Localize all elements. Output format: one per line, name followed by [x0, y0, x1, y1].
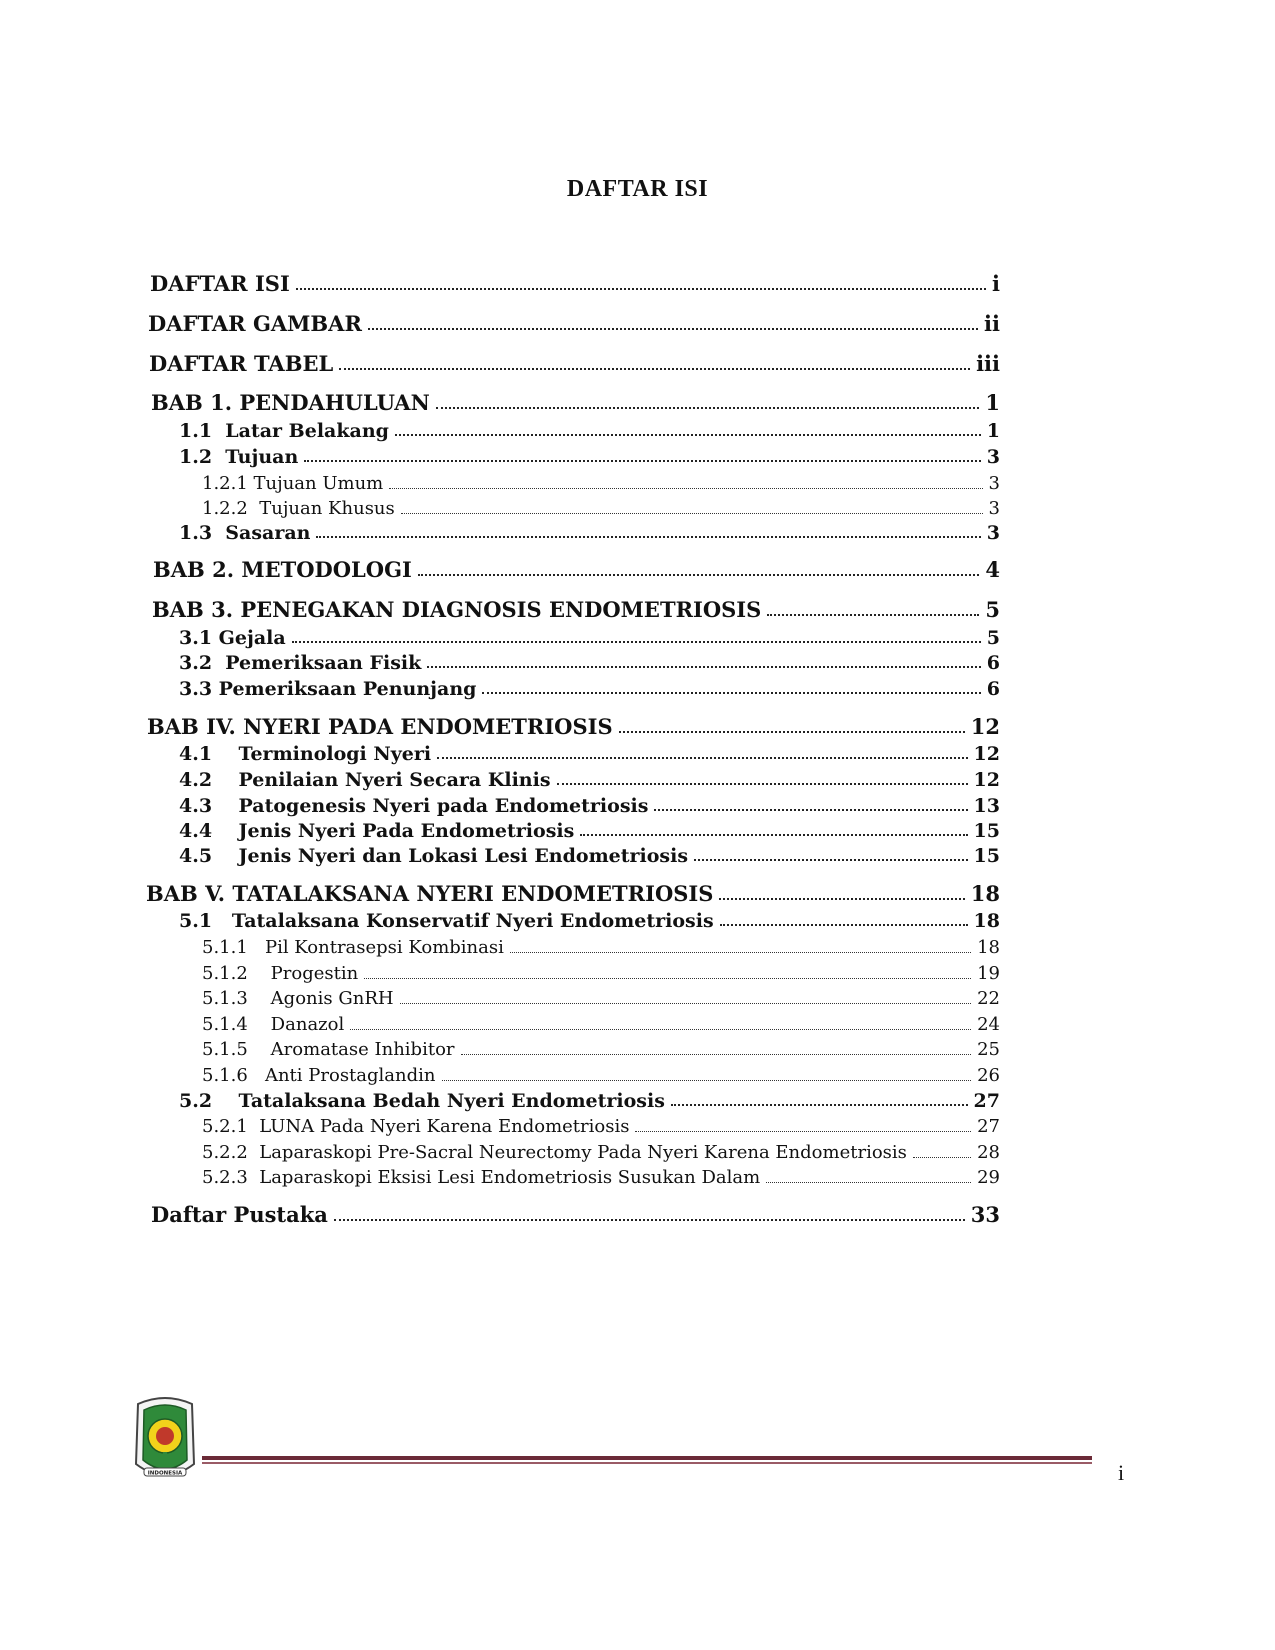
toc-entry[interactable]	[146, 880, 1000, 906]
toc-entry-title: BAB V. TATALAKSANA NYERI ENDOMETRIOSIS	[146, 881, 714, 906]
toc-entry-page: ii	[984, 311, 1000, 336]
toc-entry-page: 28	[977, 1142, 1000, 1163]
toc-entry-title: 5.1 Tatalaksana Konservatif Nyeri Endometriosis	[179, 910, 714, 932]
toc-dot-leader	[339, 368, 970, 370]
toc-entry-page: 19	[977, 963, 1000, 984]
toc-dot-leader	[913, 1157, 971, 1158]
toc-dot-leader	[400, 1003, 972, 1004]
toc-entry-page: iii	[976, 351, 1000, 376]
toc-dot-leader	[767, 614, 979, 616]
toc-entry[interactable]	[179, 739, 1000, 765]
toc-dot-leader	[766, 1182, 971, 1183]
toc-entry-page: 12	[970, 714, 1000, 739]
toc-dot-leader	[635, 1131, 971, 1132]
toc-entry-page: 12	[973, 769, 1000, 791]
page-title: DAFTAR ISI	[566, 176, 709, 202]
toc-entry-page: 18	[977, 937, 1000, 958]
toc-entry[interactable]	[202, 1009, 1000, 1035]
toc-entry-page: 3	[988, 473, 1000, 494]
toc-entry-title: DAFTAR TABEL	[149, 351, 334, 376]
toc-entry-title: 5.1.1 Pil Kontrasepsi Kombinasi	[202, 937, 504, 958]
toc-entry-page: i	[992, 271, 1000, 296]
toc-entry[interactable]	[179, 816, 1000, 842]
logo-text: INDONESIA	[147, 1470, 183, 1477]
toc-entry[interactable]	[202, 1060, 1000, 1086]
toc-entry-page: 3	[988, 498, 1000, 519]
toc-entry-page: 24	[977, 1014, 1000, 1035]
toc-entry-title: BAB IV. NYERI PADA ENDOMETRIOSIS	[147, 714, 613, 739]
toc-entry-title: 3.2 Pemeriksaan Fisik	[179, 652, 422, 674]
toc-entry[interactable]	[179, 765, 1000, 791]
toc-dot-leader	[418, 574, 980, 576]
toc-entry-page: 27	[977, 1116, 1000, 1137]
toc-entry[interactable]	[202, 1034, 1000, 1060]
toc-dot-leader	[389, 488, 982, 489]
toc-entry-title: BAB 2. METODOLOGI	[153, 557, 412, 582]
toc-dot-leader	[719, 898, 964, 900]
toc-entry[interactable]	[149, 350, 1000, 376]
toc-entry-page: 13	[973, 795, 1000, 817]
toc-dot-leader	[510, 952, 971, 953]
toc-entry[interactable]	[202, 1111, 1000, 1137]
toc-entry-title: 4.2 Penilaian Nyeri Secara Klinis	[179, 769, 551, 791]
toc-dot-leader	[364, 978, 971, 979]
toc-entry-page: 3	[986, 522, 1000, 544]
toc-dot-leader	[694, 859, 967, 861]
toc-dot-leader	[395, 434, 981, 436]
toc-entry[interactable]	[179, 906, 1000, 932]
toc-entry-page: 25	[977, 1039, 1000, 1060]
toc-entry[interactable]	[179, 416, 1000, 442]
toc-entry-page: 5	[986, 627, 1000, 649]
toc-entry-page: 6	[986, 678, 1000, 700]
toc-dot-leader	[296, 288, 986, 290]
toc-dot-leader	[557, 783, 968, 785]
toc-entry[interactable]	[179, 674, 1000, 700]
toc-entry-page: 22	[977, 988, 1000, 1009]
toc-dot-leader	[334, 1219, 965, 1221]
toc-entry-page: 15	[973, 820, 1000, 842]
toc-entry-page: 4	[985, 557, 1000, 582]
toc-entry-title: 5.2.1 LUNA Pada Nyeri Karena Endometriosis	[202, 1116, 630, 1137]
toc-entry[interactable]	[179, 1086, 1000, 1112]
toc-entry[interactable]	[179, 623, 1000, 649]
toc-entry[interactable]	[202, 1137, 1000, 1163]
toc-entry-title: 5.2.3 Laparaskopi Eksisi Lesi Endometriosis Susukan Dalam	[202, 1167, 761, 1188]
toc-entry[interactable]	[202, 983, 1000, 1009]
toc-dot-leader	[442, 1080, 972, 1081]
toc-entry-page: 6	[986, 652, 1000, 674]
toc-entry-page: 1	[986, 420, 1000, 442]
toc-entry-title: 4.4 Jenis Nyeri Pada Endometriosis	[179, 820, 575, 842]
toc-entry-title: 1.3 Sasaran	[179, 522, 311, 544]
toc-entry-page: 29	[977, 1167, 1000, 1188]
toc-entry-title: 3.3 Pemeriksaan Penunjang	[179, 678, 477, 700]
toc-entry-page: 18	[970, 881, 1000, 906]
toc-entry-title: 5.1.5 Aromatase Inhibitor	[202, 1039, 455, 1060]
toc-dot-leader	[671, 1104, 968, 1106]
toc-dot-leader	[482, 692, 980, 694]
toc-entry[interactable]	[152, 596, 1000, 622]
toc-entry[interactable]	[202, 958, 1000, 984]
toc-entry-title: 5.1.6 Anti Prostaglandin	[202, 1065, 436, 1086]
toc-entry-title: 4.1 Terminologi Nyeri	[179, 743, 432, 765]
toc-dot-leader	[580, 834, 967, 836]
toc-entry-title: BAB 1. PENDAHULUAN	[151, 390, 430, 415]
toc-dot-leader	[427, 666, 980, 668]
toc-entry-title: 4.3 Patogenesis Nyeri pada Endometriosis	[179, 795, 649, 817]
toc-entry-title: 1.2.2 Tujuan Khusus	[202, 498, 395, 519]
toc-entry-title: 1.2.1 Tujuan Umum	[202, 473, 384, 494]
toc-entry-page: 33	[970, 1202, 1000, 1227]
toc-entry-page: 1	[985, 390, 1000, 415]
toc-entry[interactable]	[179, 518, 1000, 544]
toc-entry-page: 15	[973, 845, 1000, 867]
toc-entry[interactable]	[147, 713, 1000, 739]
toc-dot-leader	[461, 1054, 972, 1055]
toc-dot-leader	[437, 757, 967, 759]
toc-entry-title: 4.5 Jenis Nyeri dan Lokasi Lesi Endometriosis	[179, 845, 689, 867]
toc-entry[interactable]	[153, 556, 1000, 582]
toc-entry[interactable]	[202, 493, 1000, 519]
toc-entry-title: BAB 3. PENEGAKAN DIAGNOSIS ENDOMETRIOSIS	[152, 597, 762, 622]
toc-entry-page: 27	[973, 1090, 1000, 1112]
toc-entry-page: 18	[973, 910, 1000, 932]
toc-entry[interactable]	[148, 310, 1000, 336]
toc-dot-leader	[304, 460, 980, 462]
toc-entry[interactable]	[202, 468, 1000, 494]
toc-dot-leader	[720, 924, 968, 926]
toc-entry-page: 3	[986, 446, 1000, 468]
toc-entry[interactable]	[179, 648, 1000, 674]
toc-entry-page: 26	[977, 1065, 1000, 1086]
toc-dot-leader	[619, 731, 965, 733]
toc-dot-leader	[368, 328, 978, 330]
toc-entry-title: 5.1.3 Agonis GnRH	[202, 988, 394, 1009]
toc-entry[interactable]	[179, 442, 1000, 468]
toc-entry-title: 5.1.2 Progestin	[202, 963, 359, 984]
toc-entry[interactable]	[151, 389, 1000, 415]
toc-dot-leader	[401, 513, 983, 514]
toc-entry[interactable]	[151, 1201, 1000, 1227]
toc-entry[interactable]	[202, 932, 1000, 958]
toc-dot-leader	[436, 407, 980, 409]
toc-entry[interactable]	[202, 1162, 1000, 1188]
toc-entry-title: 5.1.4 Danazol	[202, 1014, 345, 1035]
toc-entry[interactable]	[150, 270, 1000, 296]
toc-entry-title: DAFTAR GAMBAR	[148, 311, 362, 336]
page-number: i	[1118, 1460, 1125, 1485]
footer-divider	[202, 1456, 1092, 1464]
toc-entry-title: 1.1 Latar Belakang	[179, 420, 389, 442]
toc-entry-title: Daftar Pustaka	[151, 1202, 328, 1227]
toc-entry-title: 1.2 Tujuan	[179, 446, 299, 468]
toc-entry-page: 5	[985, 597, 1000, 622]
toc-entry-title: 5.2 Tatalaksana Bedah Nyeri Endometriosis	[179, 1090, 665, 1112]
toc-entry-page: 12	[973, 743, 1000, 765]
toc-dot-leader	[350, 1029, 971, 1030]
toc-entry[interactable]	[179, 791, 1000, 817]
toc-entry-title: DAFTAR ISI	[150, 271, 290, 296]
toc-entry-title: 3.1 Gejala	[179, 627, 286, 649]
toc-entry[interactable]	[179, 841, 1000, 867]
toc-dot-leader	[316, 536, 980, 538]
society-emblem-icon	[130, 1394, 200, 1484]
toc-dot-leader	[292, 641, 981, 643]
toc-entry-title: 5.2.2 Laparaskopi Pre-Sacral Neurectomy Pada Nyeri Karena Endometriosis	[202, 1142, 907, 1163]
toc-dot-leader	[654, 809, 967, 811]
